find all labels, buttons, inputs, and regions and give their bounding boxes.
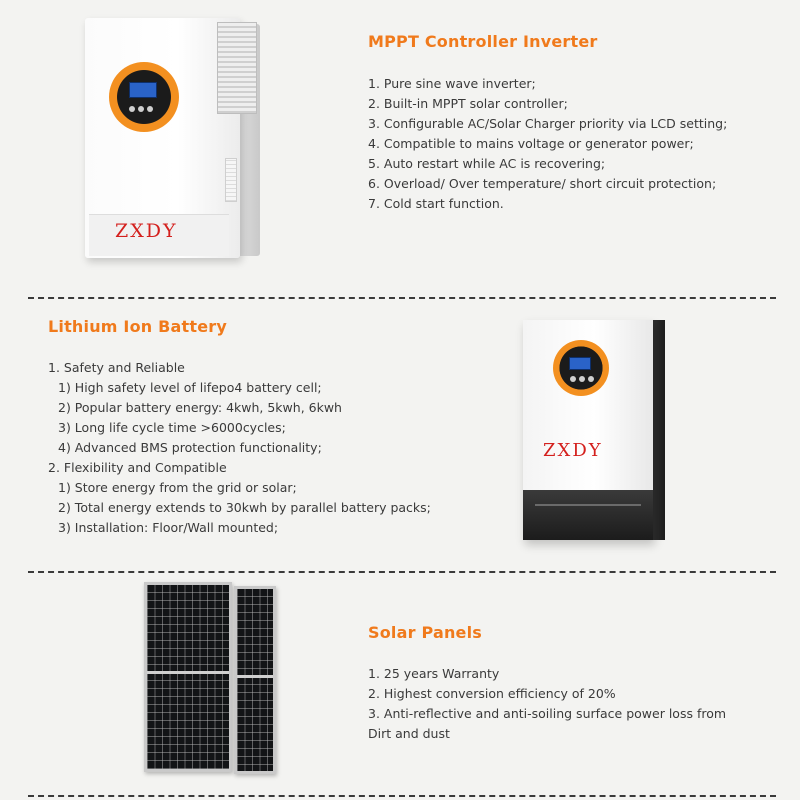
spec-label [225,158,237,202]
battery-base [523,490,653,540]
section-divider [28,795,776,797]
list-item: 2) Total energy extends to 30kwh by parallel battery packs; [58,500,431,515]
list-item: 1. Pure sine wave inverter; [368,76,536,91]
solar-panel [144,582,232,772]
solar-panel [234,586,276,774]
list-item: 2. Flexibility and Compatible [48,460,227,475]
list-item: 3) Long life cycle time >6000cycles; [58,420,286,435]
lcd-screen [129,82,157,98]
solar-panels-image [140,582,280,777]
section-title: Lithium Ion Battery [48,317,228,336]
list-item: 2. Highest conversion efficiency of 20% [368,686,616,701]
list-item: 2. Built-in MPPT solar controller; [368,96,568,111]
list-item: 7. Cold start function. [368,196,504,211]
inverter-product-image [85,18,255,263]
list-item: 1) High safety level of lifepo4 battery cell; [58,380,322,395]
list-item: 3. Anti-reflective and anti-soiling surface power loss from Dirt and dust [368,706,727,741]
section-divider [28,571,776,573]
section-divider [28,297,776,299]
list-item: 5. Auto restart while AC is recovering; [368,156,606,171]
list-item: 3. Configurable AC/Solar Charger priority via LCD setting; [368,116,728,131]
brand-logo: ZXDY [115,220,178,242]
feature-list [48,358,431,538]
feature-list [368,74,727,214]
list-item: 1) Store energy from the grid or solar; [58,480,297,495]
section-title: Solar Panels [368,623,483,642]
panel-buttons [129,106,153,112]
lcd-screen [569,357,591,370]
section-title: MPPT Controller Inverter [368,32,598,51]
list-item: 1. 25 years Warranty [368,666,500,681]
list-item: 3) Installation: Floor/Wall mounted; [58,520,279,535]
brand-logo: ZXDY [543,440,603,461]
list-item: 2) Popular battery energy: 4kwh, 5kwh, 6kwh [58,400,342,415]
panel-buttons [570,376,594,382]
feature-list [368,664,740,744]
list-item: 1. Safety and Reliable [48,360,185,375]
list-item: 4) Advanced BMS protection functionality; [58,440,322,455]
list-item: 4. Compatible to mains voltage or generator power; [368,136,694,151]
vent-grille [217,22,257,114]
list-item: 6. Overload/ Over temperature/ short circuit protection; [368,176,717,191]
battery-inverter-product-image [515,320,665,545]
